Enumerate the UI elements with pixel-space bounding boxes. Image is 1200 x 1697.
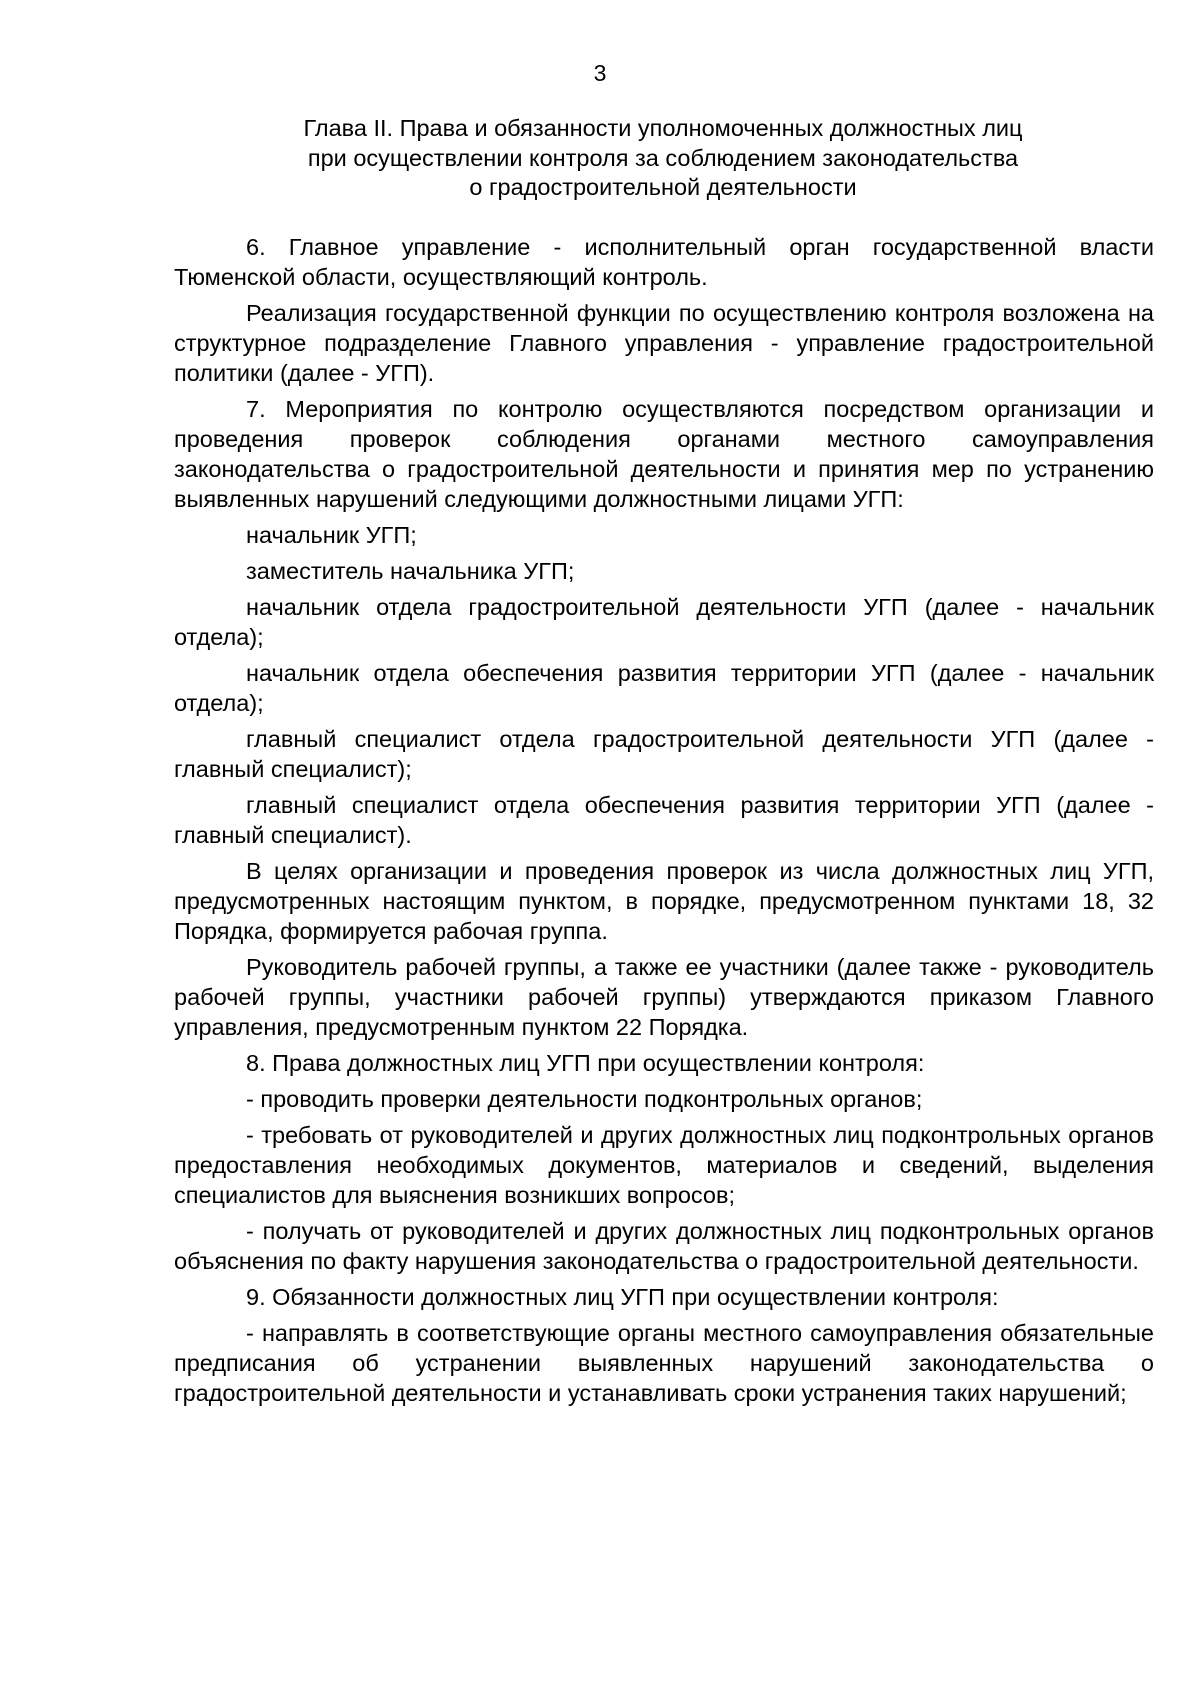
chapter-heading-line-3: о градостроительной деятельности bbox=[469, 174, 857, 200]
list-item-deputy-head-ugp: заместитель начальника УГП; bbox=[246, 558, 575, 584]
paragraph-7: 7. Мероприятия по контролю осуществляются посредством организации и проведения проверок соблюдения органами местного самоуправления законодательства о градостроительной деятельности и принятия мер по устранению выявленных нарушений следующими должностными лицами УГП: bbox=[174, 396, 1154, 512]
paragraph-working-group-head: Руководитель рабочей группы, а также ее участники (далее также - руководитель рабочей группы, участники рабочей группы) утверждаются приказом Главного управления, предусмотренным пунктом 22 Порядка. bbox=[174, 954, 1154, 1040]
list-item-chief-specialist-urban-planning: главный специалист отдела градостроительной деятельности УГП (далее - главный специалист); bbox=[174, 726, 1154, 782]
paragraph-9: 9. Обязанности должностных лиц УГП при осуществлении контроля: bbox=[246, 1284, 999, 1310]
rights-item-inspections: - проводить проверки деятельности подконтрольных органов; bbox=[246, 1086, 923, 1112]
paragraph-working-group: В целях организации и проведения проверок из числа должностных лиц УГП, предусмотренных настоящим пунктом, в порядке, предусмотренном пунктами 18, 32 Порядка, формируется рабочая группа. bbox=[174, 858, 1154, 944]
chapter-heading-line-1: Глава II. Права и обязанности уполномоченных должностных лиц bbox=[303, 115, 1023, 141]
paragraph-6: 6. Главное управление - исполнительный орган государственной власти Тюменской области, осуществляющий контроль. bbox=[174, 234, 1154, 290]
rights-item-obtain-explanations: - получать от руководителей и других должностных лиц подконтрольных органов объяснения по факту нарушения законодательства о градостроительной деятельности. bbox=[174, 1218, 1154, 1274]
document-body bbox=[174, 232, 1154, 1414]
duties-item-send-orders: - направлять в соответствующие органы местного самоуправления обязательные предписания об устранении выявленных нарушений законодательства о градостроительной деятельности и устанавливать сроки устранения таких нарушений; bbox=[174, 1320, 1154, 1406]
chapter-heading-line-2: при осуществлении контроля за соблюдением законодательства bbox=[307, 144, 1019, 171]
page-number: 3 bbox=[593, 60, 607, 86]
list-item-head-territory-dept: начальник отдела обеспечения развития территории УГП (далее - начальник отдела); bbox=[174, 660, 1154, 716]
list-item-head-urban-planning-dept: начальник отдела градостроительной деятельности УГП (далее - начальник отдела); bbox=[174, 594, 1154, 650]
list-item-chief-specialist-territory: главный специалист отдела обеспечения развития территории УГП (далее - главный специалист). bbox=[174, 792, 1154, 848]
rights-item-require-documents: - требовать от руководителей и других должностных лиц подконтрольных органов предоставления необходимых документов, материалов и сведений, выделения специалистов для выяснения возникших вопросов; bbox=[174, 1122, 1154, 1208]
paragraph-8: 8. Права должностных лиц УГП при осуществлении контроля: bbox=[246, 1050, 925, 1076]
list-item-head-ugp: начальник УГП; bbox=[246, 522, 417, 548]
paragraph-6-implementation: Реализация государственной функции по осуществлению контроля возложена на структурное подразделение Главного управления - управление градостроительной политики (далее - УГП). bbox=[174, 300, 1154, 386]
chapter-heading bbox=[174, 114, 1152, 203]
